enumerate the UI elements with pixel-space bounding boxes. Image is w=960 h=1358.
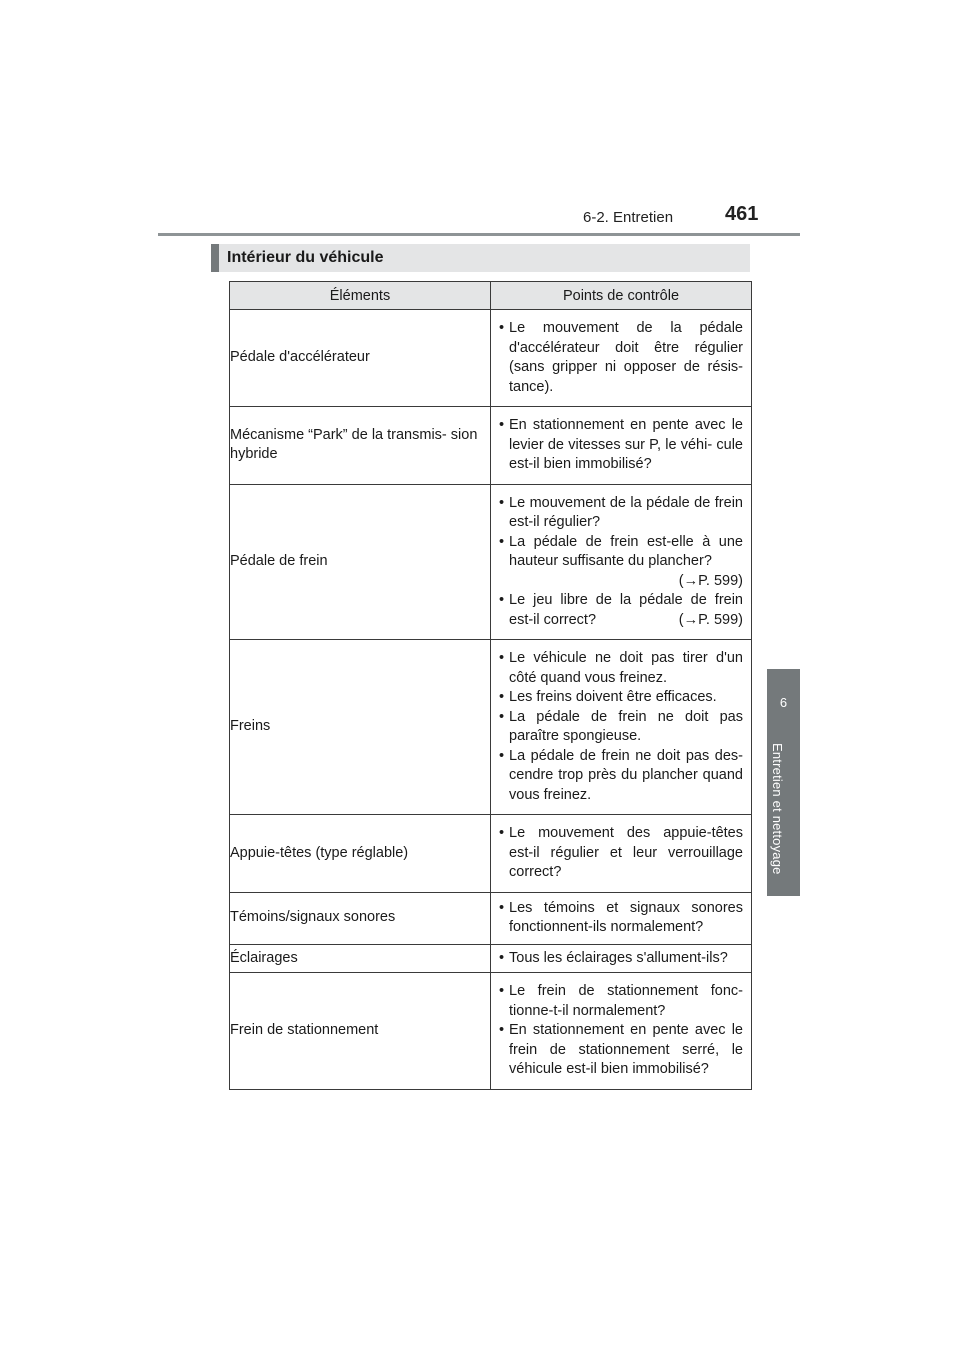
inspection-table xyxy=(229,281,752,1090)
column-header-checkpoints: Points de contrôle xyxy=(491,282,752,310)
checkpoint: • Le véhicule ne doit pas tirer d'un côté quand vous freinez. xyxy=(499,649,743,688)
row-checkpoints xyxy=(491,973,752,1090)
row-checkpoints xyxy=(491,944,752,973)
checkpoint-text: Le jeu libre de la pédale de frein est-il correct? xyxy=(509,592,743,628)
page-reference: (→P. 599) xyxy=(678,611,743,628)
table-row xyxy=(230,815,752,893)
table-row xyxy=(230,484,752,640)
row-item: Appuie-têtes (type réglable) xyxy=(230,815,491,893)
table-row xyxy=(230,944,752,973)
checkpoint: • Les témoins et signaux sonores fonctionnent-ils normalement? xyxy=(499,899,743,938)
row-checkpoints xyxy=(491,310,752,407)
table-row xyxy=(230,310,752,407)
row-item: Frein de stationnement xyxy=(230,973,491,1090)
table-header-row xyxy=(230,282,752,310)
table-row xyxy=(230,973,752,1090)
page-number: 461 xyxy=(725,203,759,225)
checkpoint: • En stationnement en pente avec le frein de stationnement serré, le véhicule est-il bien immobilisé? xyxy=(499,1021,743,1080)
section-heading: 6-2. Entretien xyxy=(583,209,674,226)
checkpoint: • Le mouvement des appuie-têtes est-il régulier et leur verrouillage correct? xyxy=(499,824,743,883)
checkpoint: • En stationnement en pente avec le levier de vitesses sur P, le véhi- cule est-il bien immobilisé? xyxy=(499,416,743,475)
chapter-number: 6 xyxy=(779,695,788,710)
row-item: Éclairages xyxy=(230,944,491,973)
header-divider xyxy=(158,233,800,236)
row-checkpoints xyxy=(491,484,752,640)
checkpoint xyxy=(499,591,743,630)
page-reference: (→P. 599) xyxy=(678,572,743,589)
table-row xyxy=(230,407,752,485)
row-checkpoints xyxy=(491,407,752,485)
column-header-items: Éléments xyxy=(230,282,491,310)
row-item: Pédale de frein xyxy=(230,484,491,640)
checkpoint: • Le mouvement de la pédale de frein est-il régulier? xyxy=(499,494,743,533)
section-title: Intérieur du véhicule xyxy=(227,249,384,266)
chapter-tab xyxy=(767,669,800,896)
chapter-label: Entretien et nettoyage xyxy=(770,743,785,875)
row-item: Mécanisme “Park” de la transmis- sion hybride xyxy=(230,407,491,485)
row-checkpoints xyxy=(491,815,752,893)
row-checkpoints xyxy=(491,892,752,944)
row-item: Freins xyxy=(230,640,491,815)
checkpoint xyxy=(499,533,743,592)
row-item: Pédale d'accélérateur xyxy=(230,310,491,407)
checkpoint: • La pédale de frein ne doit pas des- cendre trop près du plancher quand vous freinez. xyxy=(499,747,743,806)
checkpoint: • Le mouvement de la pédale d'accélérateur doit être régulier (sans gripper ni opposer de résis- tance). xyxy=(499,319,743,397)
table-row xyxy=(230,640,752,815)
checkpoint: • Tous les éclairages s'allument-ils? xyxy=(499,949,743,969)
table-row xyxy=(230,892,752,944)
row-checkpoints xyxy=(491,640,752,815)
checkpoint: • Les freins doivent être efficaces. xyxy=(499,688,743,708)
checkpoint: • Le frein de stationnement fonc- tionne-t-il normalement? xyxy=(499,982,743,1021)
row-item: Témoins/signaux sonores xyxy=(230,892,491,944)
section-title-bar xyxy=(211,244,750,272)
checkpoint-text: La pédale de frein est-elle à une hauteur suffisante du plancher? xyxy=(509,533,743,569)
checkpoint: • La pédale de frein ne doit pas paraître spongieuse. xyxy=(499,708,743,747)
